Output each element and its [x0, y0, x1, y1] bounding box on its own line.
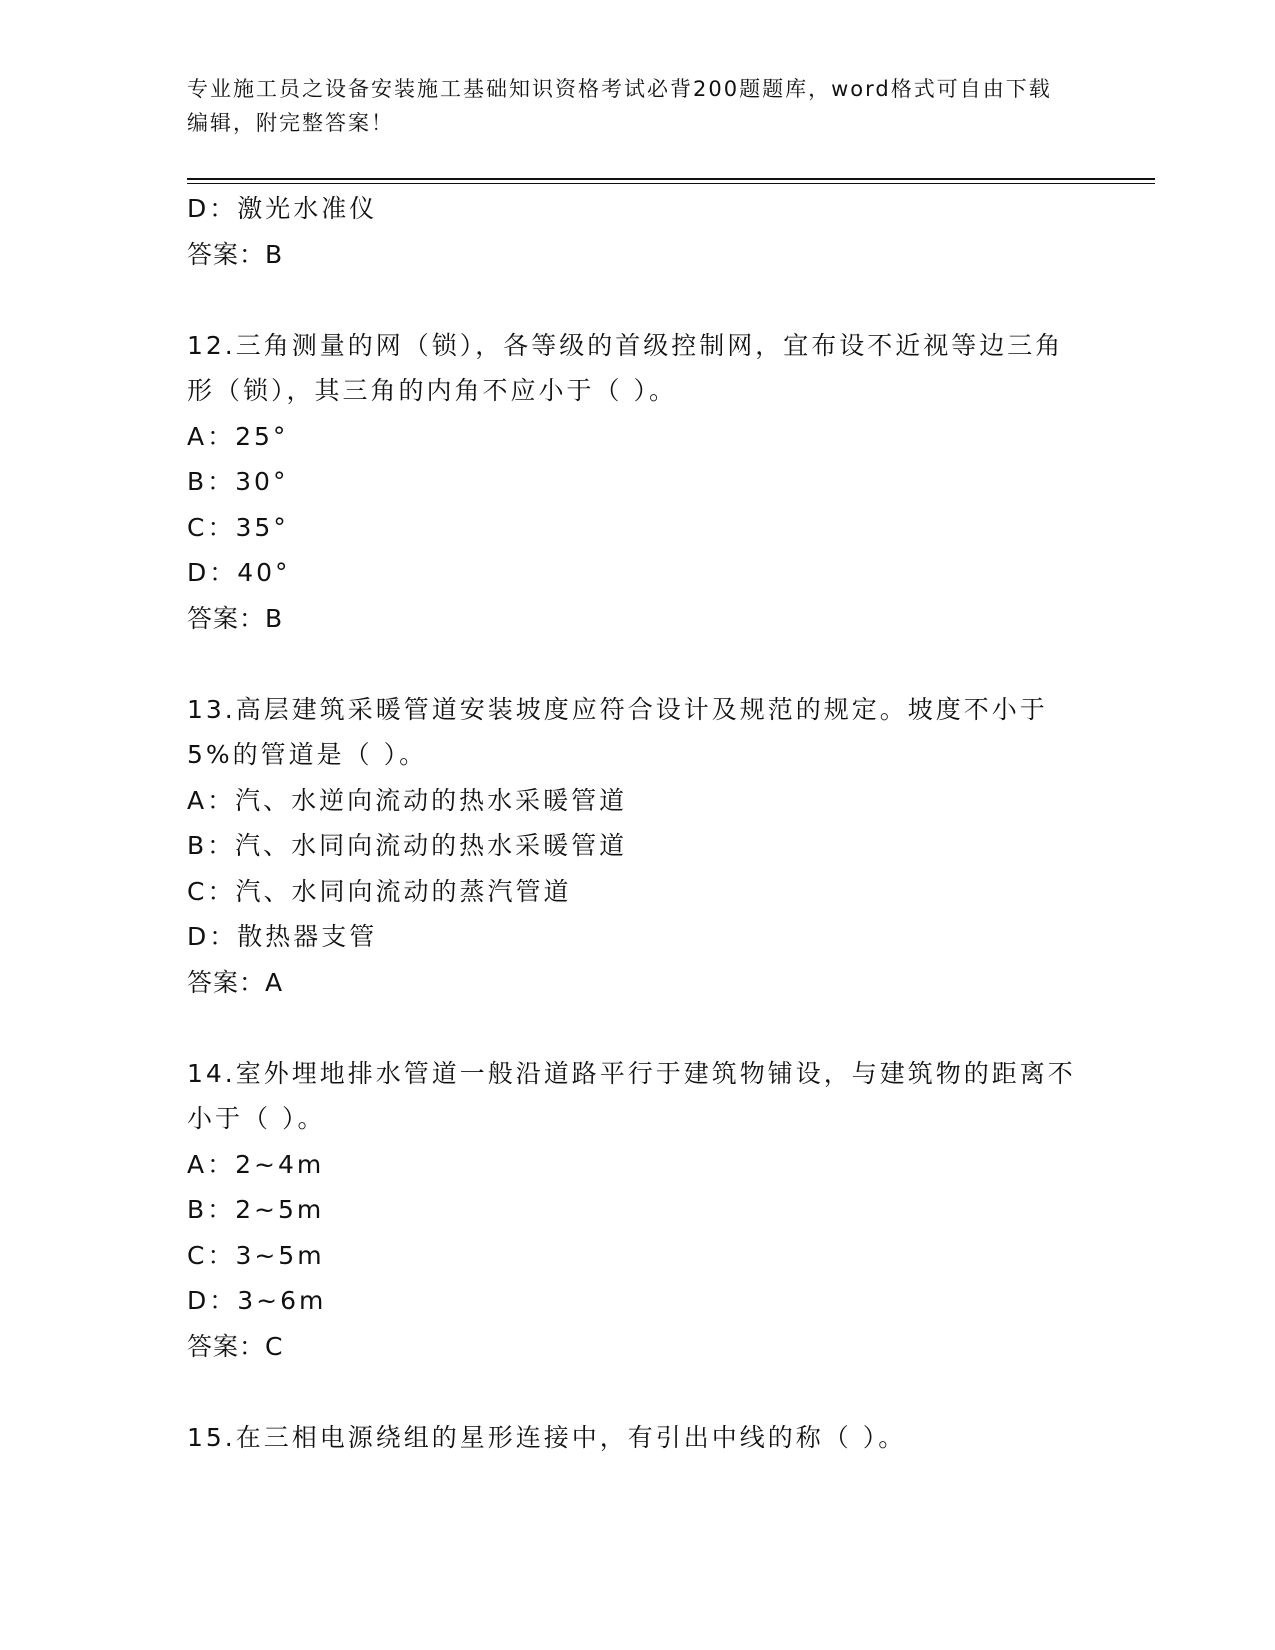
question-stem: 15.在三相电源绕组的星形连接中，有引出中线的称（ ）。 [187, 1422, 907, 1452]
question-stem: 14.室外埋地排水管道一般沿道路平行于建筑物铺设，与建筑物的距离不小于（ ）。 [187, 1058, 1076, 1133]
header-rule-thin [187, 183, 1155, 184]
spacer [187, 1005, 1087, 1051]
answer-line: 答案：C [187, 1331, 284, 1361]
question-stem: 12.三角测量的网（锁），各等级的首级控制网，宜布设不近视等边三角形（锁），其三角的内角不应小于（ ）。 [187, 330, 1064, 405]
option-b: B：2~5m [187, 1195, 325, 1224]
option-a: A：25° [187, 421, 289, 451]
option-d: D：40° [187, 558, 291, 587]
option-b: B：30° [187, 467, 289, 496]
spacer [187, 277, 1087, 323]
option-d: D：3~6m [187, 1286, 327, 1315]
option-d: D：散热器支管 [187, 922, 378, 951]
document-header: 专业施工员之设备安装施工基础知识资格考试必背200题题库，word格式可自由下载编辑，附完整答案！ [187, 77, 1052, 135]
option-c: C：3~5m [187, 1240, 325, 1270]
answer-line: 答案：B [187, 603, 284, 633]
option-b: B：汽、水同向流动的热水采暖管道 [187, 831, 628, 860]
spacer [187, 1369, 1087, 1415]
option-a: A：汽、水逆向流动的热水采暖管道 [187, 785, 628, 815]
spacer [187, 641, 1087, 687]
answer-line: 答案：A [187, 967, 284, 997]
option-d: D：激光水准仪 [187, 194, 378, 223]
question-content [187, 186, 1087, 1460]
option-c: C：汽、水同向流动的蒸汽管道 [187, 876, 572, 906]
option-a: A：2~4m [187, 1149, 325, 1179]
option-c: C：35° [187, 512, 289, 542]
question-stem: 13.高层建筑采暖管道安装坡度应符合设计及规范的规定。坡度不小于5%的管道是（ ）。 [187, 694, 1048, 769]
answer-line: 答案：B [187, 239, 284, 269]
header-rule-thick [187, 178, 1155, 180]
